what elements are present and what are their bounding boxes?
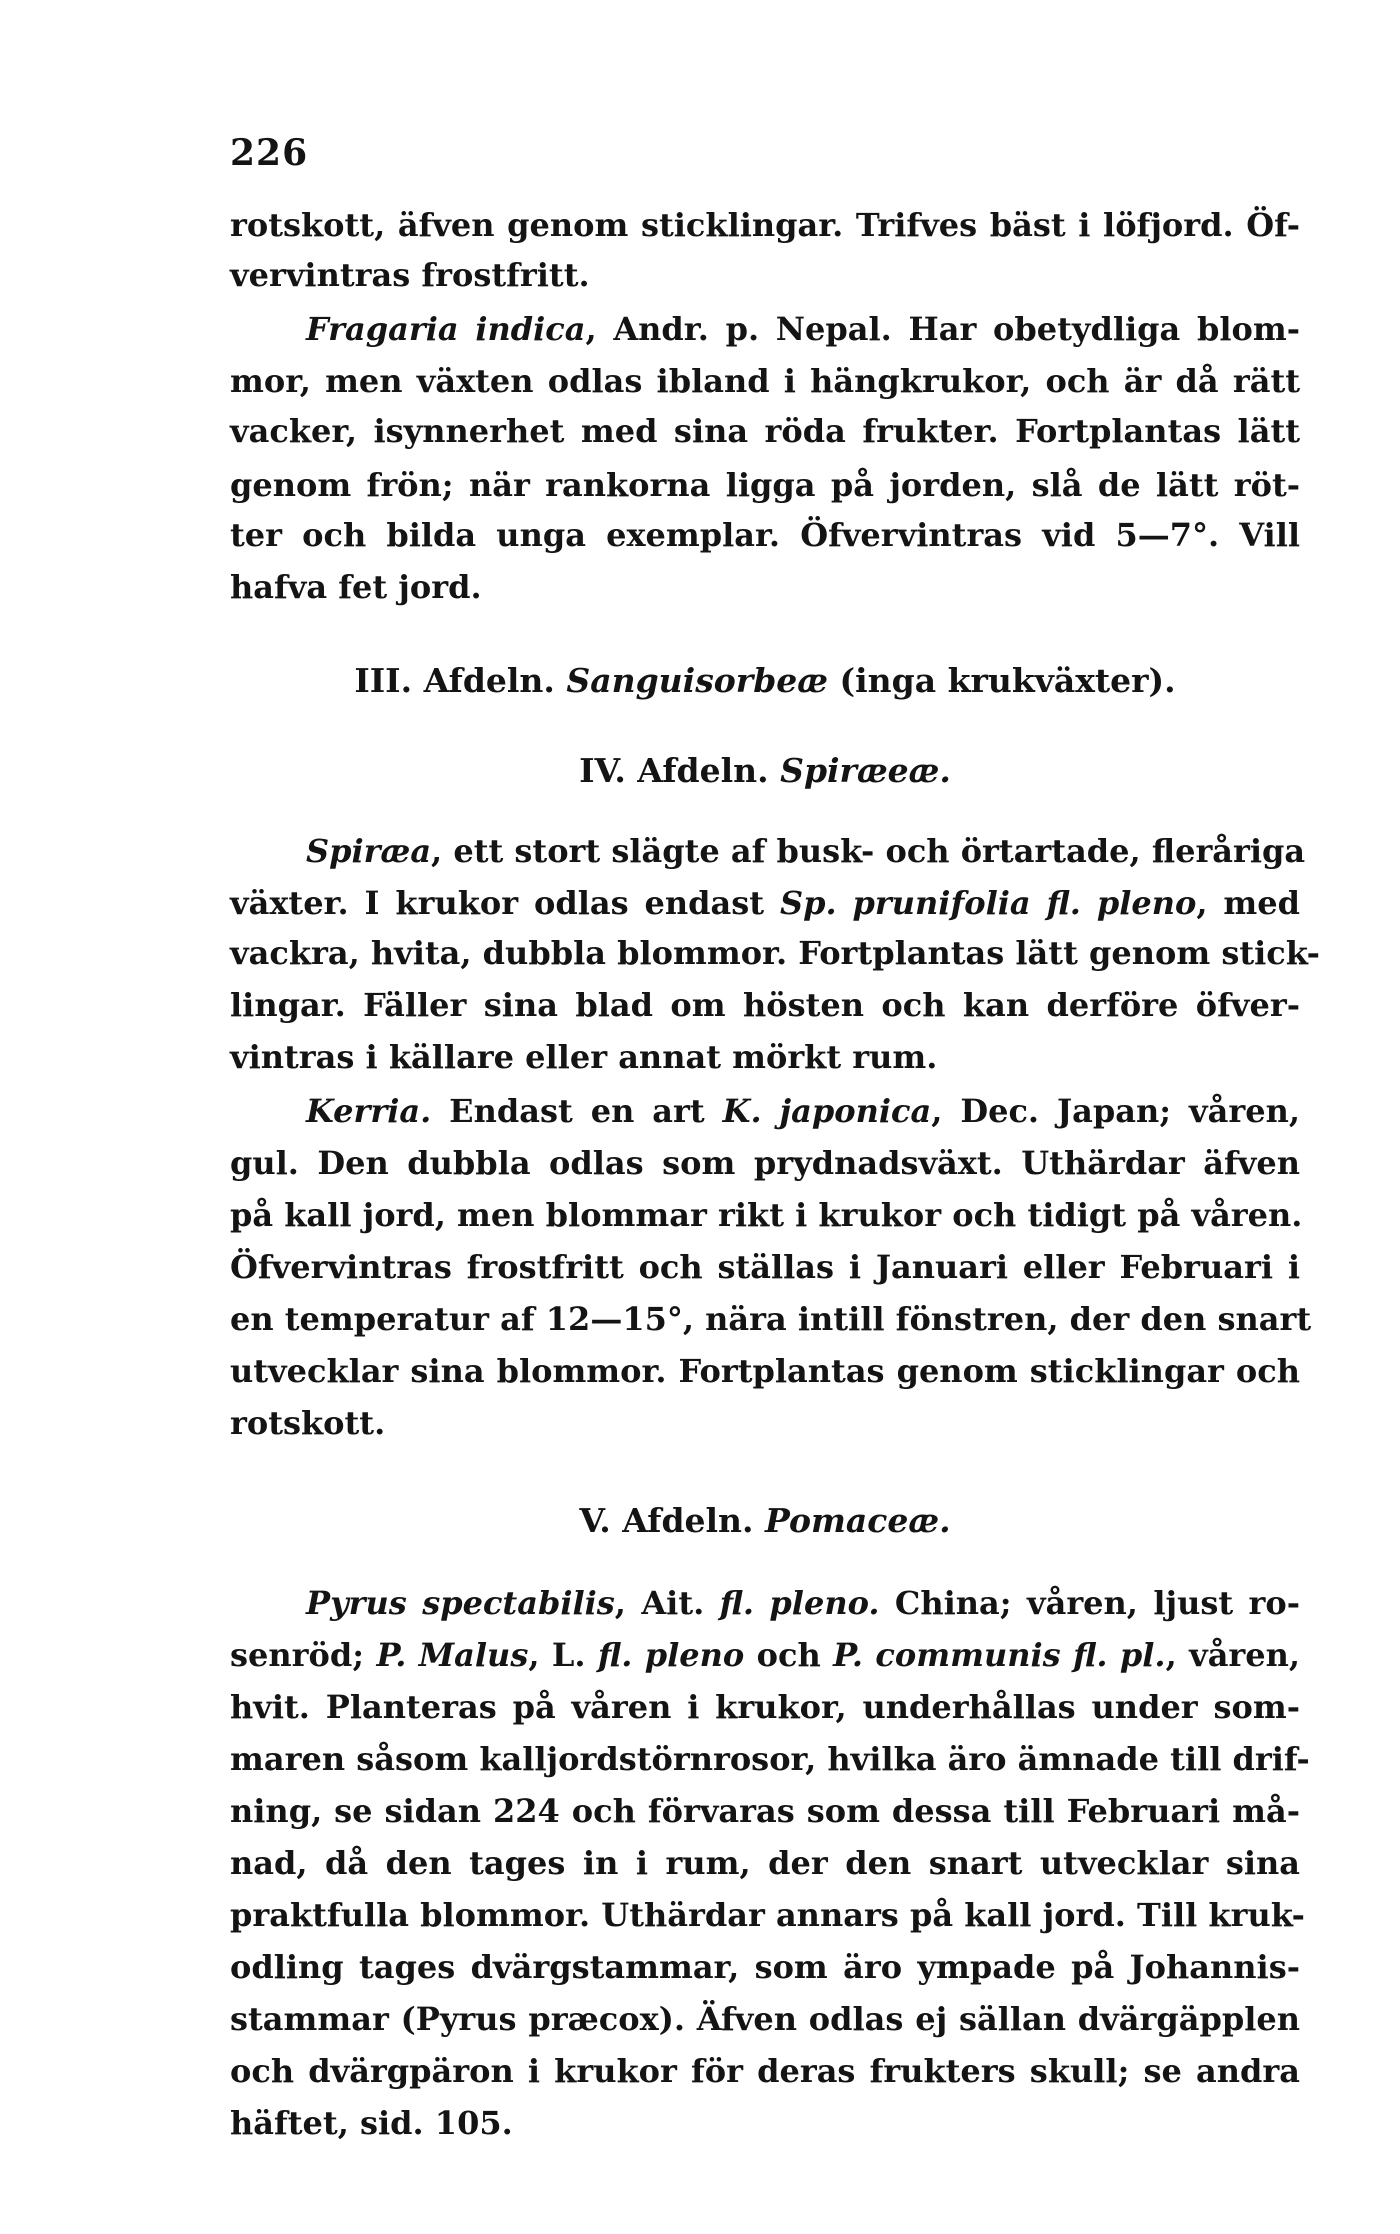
- page-number: 226: [230, 132, 309, 174]
- text-line: ning, se sidan 224 och förvaras som dessa till Februari må-: [230, 1792, 1300, 1830]
- text-line: vackra, hvita, dubbla blommor. Fortplantas lätt genom stick-: [230, 934, 1320, 972]
- text-line: gul. Den dubbla odlas som prydnadsväxt. Uthärdar äfven: [230, 1144, 1300, 1182]
- text-line: utvecklar sina blommor. Fortplantas genom sticklingar och: [230, 1352, 1300, 1390]
- text-line: och dvärgpäron i krukor för deras frukters skull; se andra: [230, 2052, 1300, 2090]
- text-line: hvit. Planteras på våren i krukor, underhållas under som-: [230, 1688, 1300, 1726]
- text-line: rotskott.: [230, 1404, 386, 1442]
- species-name: Fragaria indica: [306, 310, 586, 348]
- text-line: genom frön; när rankorna ligga på jorden, slå de lätt röt-: [230, 466, 1300, 504]
- section-heading: III. Afdeln. Sanguisorbeæ (inga krukväxter).: [354, 661, 1176, 700]
- text-line: en temperatur af 12—15°, nära intill fönstren, der den snart: [230, 1300, 1312, 1338]
- text-line: mor, men växten odlas ibland i hängkrukor, och är då rätt: [230, 362, 1300, 400]
- text-line: Öfvervintras frostfritt och ställas i Januari eller Februari i: [230, 1248, 1300, 1286]
- text-line: vervintras frostfritt.: [230, 256, 590, 294]
- text-line: maren såsom kalljordstörnrosor, hvilka äro ämnade till drif-: [230, 1740, 1310, 1778]
- text-line: odling tages dvärgstammar, som äro ympade på Johannis-: [230, 1948, 1300, 1986]
- species-name: Pyrus spectabilis: [306, 1584, 615, 1622]
- species-name: Sp. prunifolia fl. pleno: [780, 884, 1197, 922]
- text-line: häftet, sid. 105.: [230, 2104, 513, 2142]
- text-line: växter. I krukor odlas endast Sp. prunifolia fl. pleno, med: [230, 884, 1301, 922]
- text-line: rotskott, äfven genom sticklingar. Trifves bäst i löfjord. Öf-: [230, 206, 1300, 244]
- text-line: Fragaria indica, Andr. p. Nepal. Har obetydliga blom-: [306, 310, 1300, 348]
- text-line: senröd; P. Malus, L. fl. pleno och P. communis fl. pl., våren,: [230, 1636, 1301, 1674]
- text-line: stammar (Pyrus præcox). Äfven odlas ej sällan dvärgäpplen: [230, 2000, 1300, 2038]
- text-line: på kall jord, men blommar rikt i krukor och tidigt på våren.: [230, 1196, 1303, 1234]
- section-heading: IV. Afdeln. Spiræeæ.: [579, 751, 951, 790]
- text-line: Pyrus spectabilis, Ait. fl. pleno. China; våren, ljust ro-: [306, 1584, 1300, 1622]
- text-line: praktfulla blommor. Uthärdar annars på kall jord. Till kruk-: [230, 1896, 1305, 1934]
- text-line: vintras i källare eller annat mörkt rum.: [230, 1038, 938, 1076]
- text-line: hafva fet jord.: [230, 568, 482, 606]
- text-line: nad, då den tages in i rum, der den snart utvecklar sina: [230, 1844, 1300, 1882]
- section-heading: V. Afdeln. Pomaceæ.: [579, 1501, 951, 1540]
- species-name: K. japonica: [722, 1092, 932, 1130]
- text-line: Spiræa, ett stort slägte af busk- och örtartade, fleråriga: [306, 832, 1306, 870]
- text-line: lingar. Fäller sina blad om hösten och kan derföre öfver-: [230, 986, 1300, 1024]
- text-line: ter och bilda unga exemplar. Öfvervintras vid 5—7°. Vill: [230, 516, 1300, 554]
- text-line: Kerria. Endast en art K. japonica, Dec. Japan; våren,: [306, 1092, 1301, 1130]
- species-name: Spiræa: [306, 832, 432, 870]
- text-line: vacker, isynnerhet med sina röda frukter. Fortplantas lätt: [230, 412, 1300, 450]
- genus-name: Kerria.: [306, 1092, 432, 1130]
